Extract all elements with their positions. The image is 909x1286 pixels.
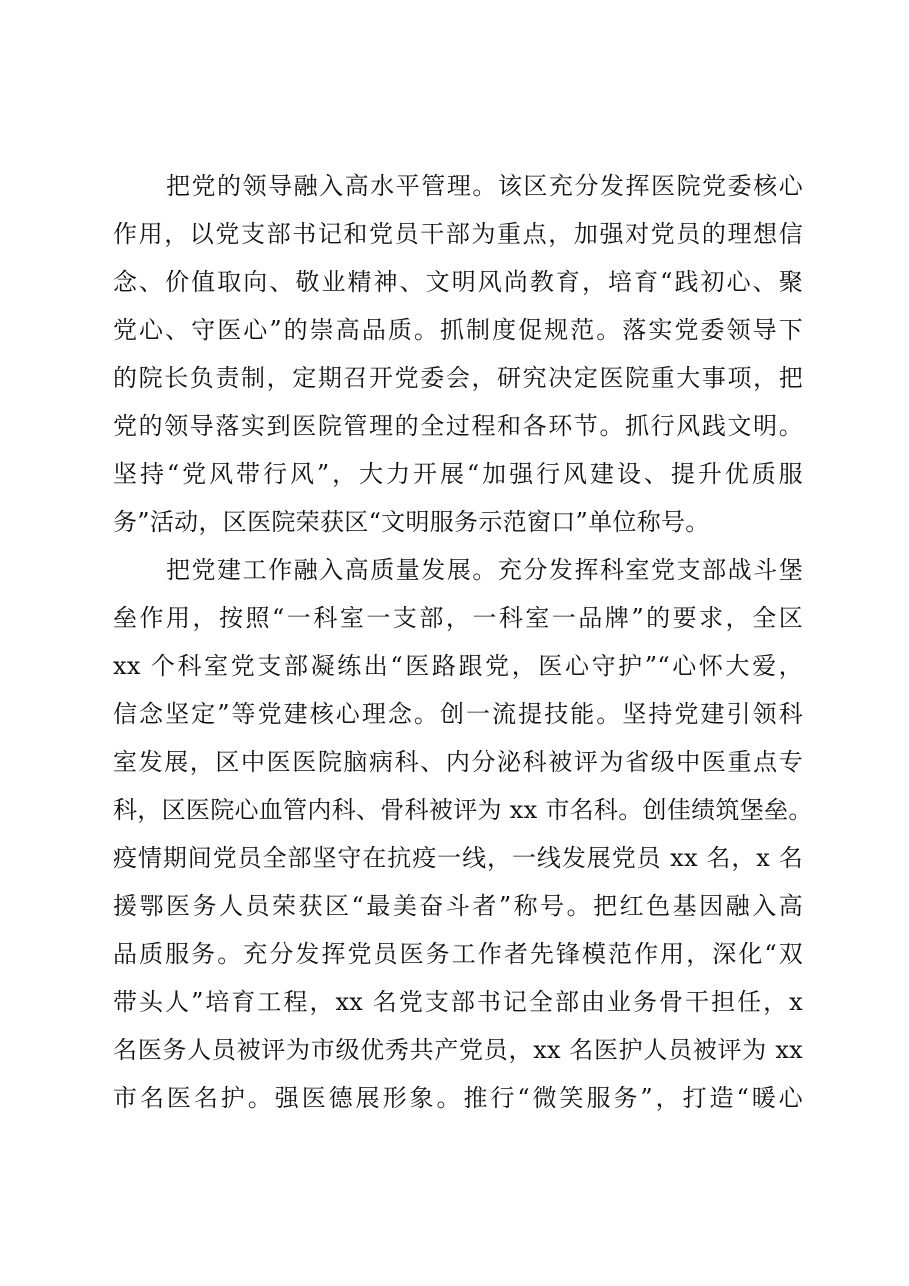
text-line: 疫情期间党员全部坚守在抗疫一线，一线发展党员 xx 名，x 名 (113, 844, 803, 872)
text-line: 名医务人员被评为市级优秀共产党员，xx 名医护人员被评为 xx (113, 1036, 803, 1064)
text-line: 品质服务。充分发挥党员医务工作者先锋模范作用，深化“双 (113, 940, 803, 968)
text-line: 的院长负责制，定期召开党委会，研究决定医院重大事项，把 (113, 364, 803, 392)
text-line: 援鄂医务人员荣获区“最美奋斗者”称号。把红色基因融入高 (113, 892, 803, 920)
text-line: xx 个科室党支部凝练出“医路跟党，医心守护”“心怀大爱， (113, 652, 803, 680)
text-line: 室发展，区中医医院脑病科、内分泌科被评为省级中医重点专 (113, 748, 803, 776)
text-line: 把党建工作融入高质量发展。充分发挥科室党支部战斗堡 (166, 556, 803, 584)
text-line: 念、价值取向、敬业精神、文明风尚教育，培育“践初心、聚 (113, 268, 803, 296)
text-line: 带头人”培育工程，xx 名党支部书记全部由业务骨干担任，x (113, 988, 803, 1016)
text-line: 市名医名护。强医德展形象。推行“微笑服务”，打造“暖心 (113, 1084, 803, 1112)
text-line: 党的领导落实到医院管理的全过程和各环节。抓行风践文明。 (113, 412, 803, 440)
text-line: 坚持“党风带行风”，大力开展“加强行风建设、提升优质服 (113, 460, 803, 488)
text-line: 党心、守医心”的崇高品质。抓制度促规范。落实党委领导下 (113, 316, 803, 344)
text-line: 垒作用，按照“一科室一支部，一科室一品牌”的要求，全区 (113, 604, 803, 632)
text-line: 把党的领导融入高水平管理。该区充分发挥医院党委核心 (166, 172, 803, 200)
text-line: 务”活动，区医院荣获区“文明服务示范窗口”单位称号。 (113, 508, 710, 536)
text-line: 科，区医院心血管内科、骨科被评为 xx 市名科。创佳绩筑堡垒。 (113, 796, 813, 824)
text-line: 作用，以党支部书记和党员干部为重点，加强对党员的理想信 (113, 220, 803, 248)
text-line: 信念坚定”等党建核心理念。创一流提技能。坚持党建引领科 (113, 700, 803, 728)
